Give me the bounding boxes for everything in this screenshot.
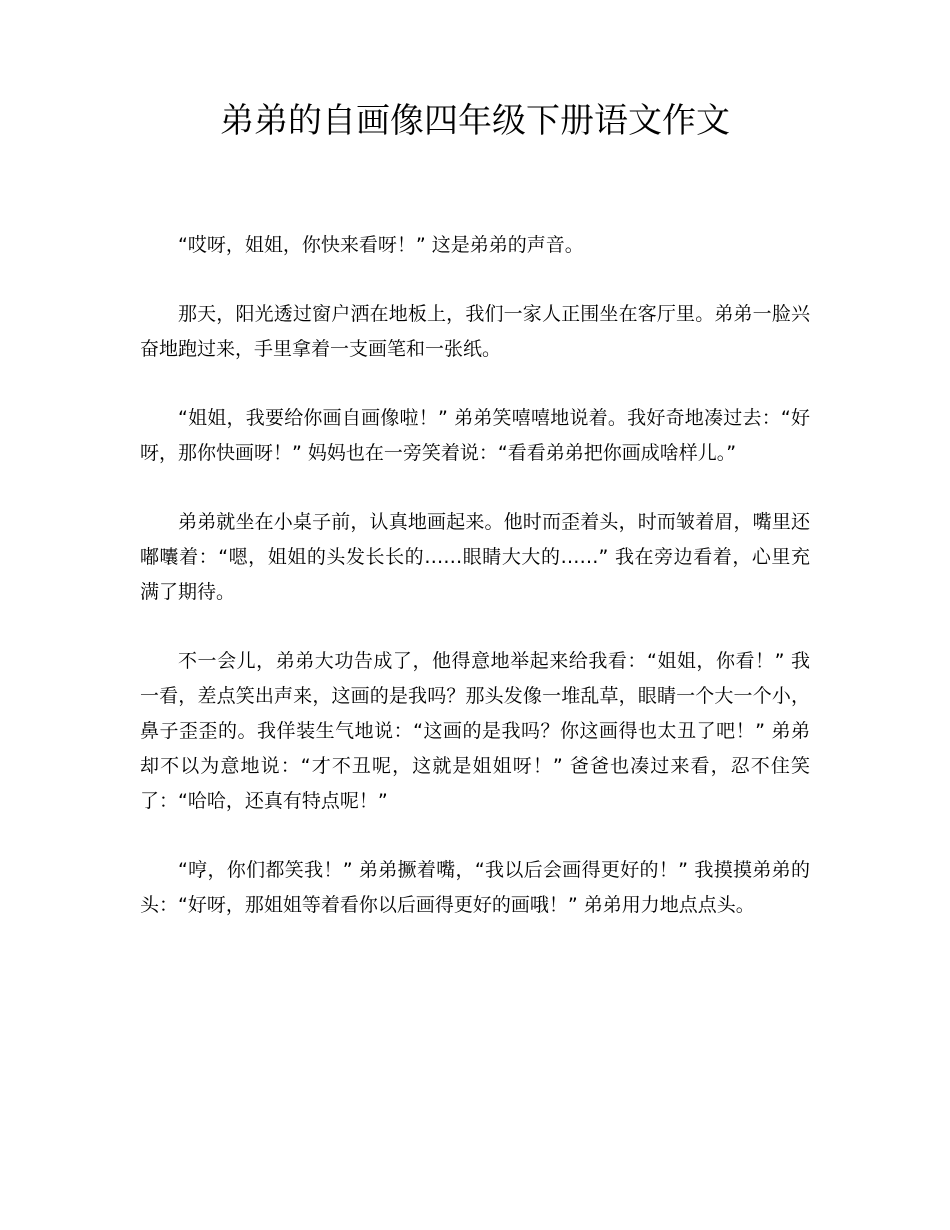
paragraph: “姐姐，我要给你画自画像啦！” 弟弟笑嘻嘻地说着。我好奇地凑过去：“好呀，那你快画呀！” 妈妈也在一旁笑着说：“看看弟弟把你画成啥样儿。” <box>140 407 810 464</box>
paragraph: “哎呀，姐姐，你快来看呀！” 这是弟弟的声音。 <box>178 234 584 256</box>
document-body <box>140 228 810 957</box>
paragraph: “哼，你们都笑我！” 弟弟撅着嘴，“我以后会画得更好的！” 我摸摸弟弟的头：“好呀，那姐姐等着看你以后画得更好的画哦！” 弟弟用力地点点头。 <box>140 859 810 916</box>
paragraph: 不一会儿，弟弟大功告成了，他得意地举起来给我看：“姐姐，你看！” 我一看，差点笑出声来，这画的是我吗？那头发像一堆乱草，眼睛一个大一个小，鼻子歪歪的。我佯装生气地说：“这画的是我吗？你这画得也太丑了吧！” 弟弟却不以为意地说：“才不丑呢，这就是姐姐呀！” 爸爸也凑过来看，忍不住笑了：“哈哈，还真有特点呢！” <box>140 650 810 812</box>
paragraph: 那天，阳光透过窗户洒在地板上，我们一家人正围坐在客厅里。弟弟一脸兴奋地跑过来，手里拿着一支画笔和一张纸。 <box>140 303 810 360</box>
paragraph: 弟弟就坐在小桌子前，认真地画起来。他时而歪着头，时而皱着眉，嘴里还嘟囔着：“嗯，姐姐的头发长长的……眼睛大大的……” 我在旁边看着，心里充满了期待。 <box>140 511 810 603</box>
document-title: 弟弟的自画像四年级下册语文作文 <box>220 101 730 141</box>
